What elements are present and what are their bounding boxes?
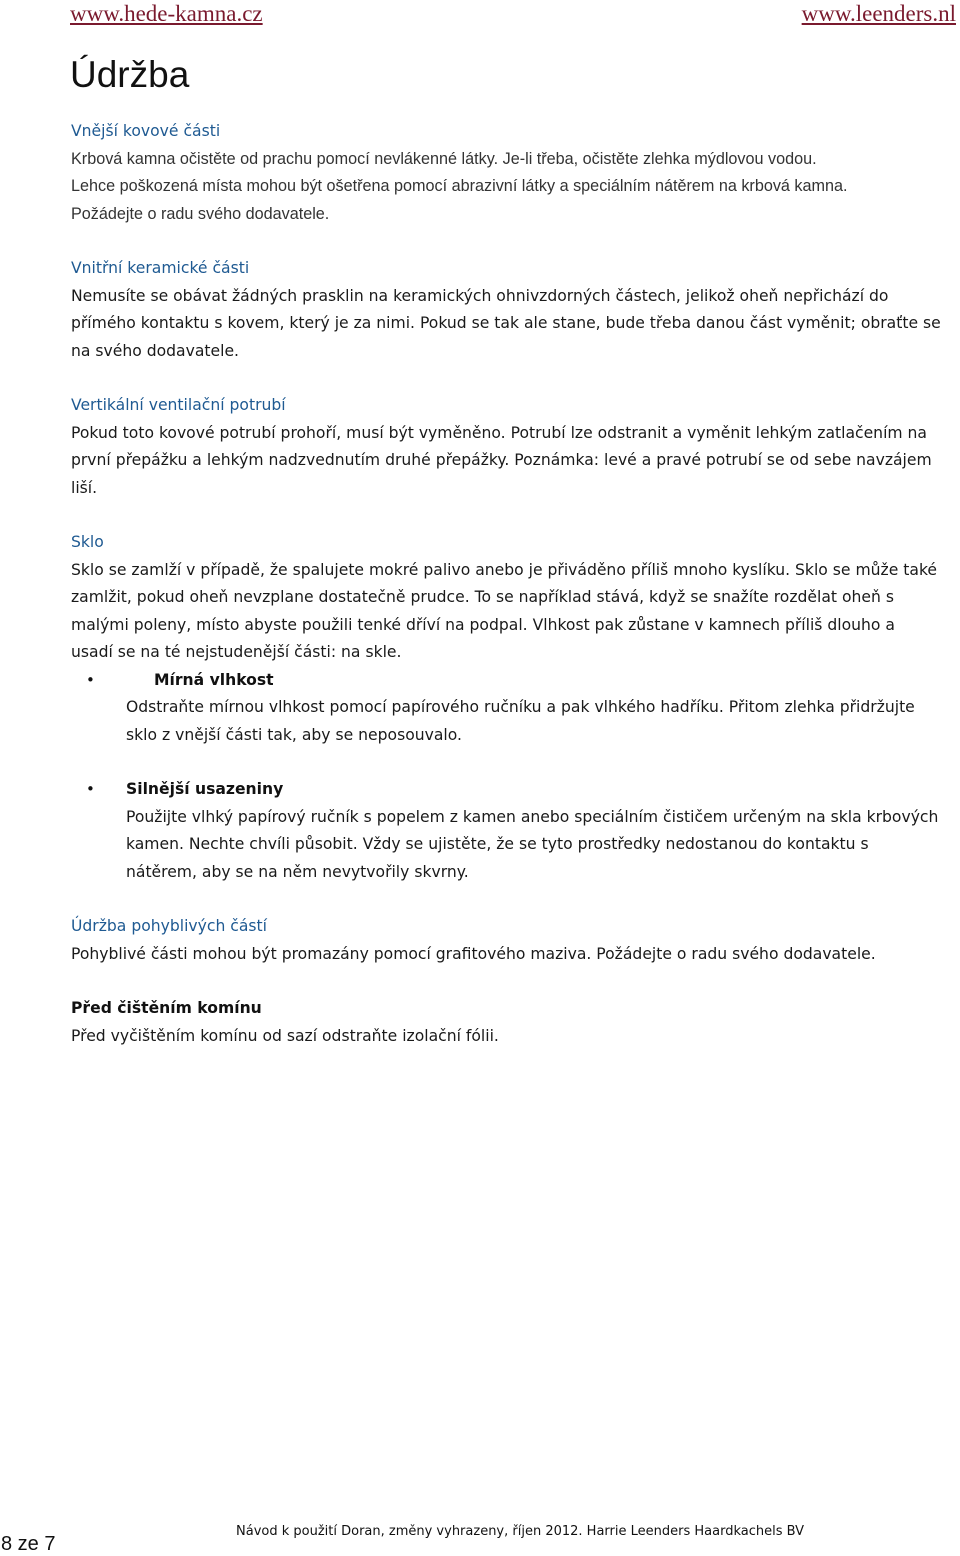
paragraph-line: přímého kontaktu s kovem, který je za nimi. Pokud se tak ale stane, bude třeba danou část vyměnit; obraťte se xyxy=(71,314,941,332)
paragraph-line: Pohyblivé části mohou být promazány pomocí grafitového maziva. Požádejte o radu svého dodavatele. xyxy=(71,944,876,963)
paragraph-line: Pokud toto kovové potrubí prohoří, musí být vyměněno. Potrubí lze odstranit a vyměnit lehkým zatlačením na xyxy=(71,423,927,442)
bullet-title: Mírná vlhkost xyxy=(154,670,274,689)
page-title: Údržba xyxy=(70,54,190,95)
paragraph-line: malými poleny, místo abyste použili tenké dříví na podpal. Vlhkost pak zůstane v kamnech příliš dlouho a xyxy=(71,615,895,634)
paragraph-line: Sklo se zamlží v případě, že spalujete mokré palivo anebo je přiváděno příliš mnoho kyslíku. Sklo se může také xyxy=(71,560,938,579)
section-glass xyxy=(71,529,959,886)
paragraph-line: nátěrem, aby se na něm nevytvořily skvrny. xyxy=(126,862,469,881)
paragraph-line: Požádejte o radu svého dodavatele. xyxy=(71,204,330,223)
footer-document-info: Návod k použití Doran, změny vyhrazeny, říjen 2012. Harrie Leenders Haardkachels BV xyxy=(236,1524,805,1539)
paragraph-line: Krbová kamna očistěte od prachu pomocí nevlákenné látky. Je-li třeba, očistěte zlehka mýdlovou vodou. xyxy=(71,149,817,168)
page-number: 8 ze 7 xyxy=(1,1533,56,1555)
section-heading: Údržba pohyblivých částí xyxy=(71,917,268,935)
paragraph-line: liší. xyxy=(71,478,98,497)
paragraph-line: usadí se na té nejstudenější části: na skle. xyxy=(71,643,402,661)
bullet-icon: • xyxy=(86,780,95,798)
section-heading: Před čištěním komínu xyxy=(71,999,262,1017)
bullet-title: Silnější usazeniny xyxy=(126,780,284,798)
section-heading: Vertikální ventilační potrubí xyxy=(71,396,286,414)
paragraph-line: Nemusíte se obávat žádných prasklin na keramických ohnivzdorných částech, jelikož oheň nepřichází do xyxy=(71,286,889,305)
paragraph-line: první přepážku a lehkým nadzvednutím druhé přepážky. Poznámka: levé a pravé potrubí se od sebe navzájem xyxy=(71,451,932,469)
section-heading: Vnitřní keramické části xyxy=(71,259,250,277)
paragraph-line: Před vyčištěním komínu od sazí odstraňte izolační fólii. xyxy=(71,1026,499,1045)
section-heading: Sklo xyxy=(71,533,104,551)
section-exterior-metal xyxy=(71,118,959,228)
section-vertical-vent xyxy=(71,392,959,502)
header-link-hede-kamna[interactable]: www.hede-kamna.cz xyxy=(70,1,263,26)
paragraph-line: kamen. Nechte chvíli působit. Vždy se ujistěte, že se tyto prostředky nedostanou do kontaktu s xyxy=(126,835,869,853)
paragraph-line: sklo z vnější části tak, aby se neposouvalo. xyxy=(126,725,462,744)
header-link-leenders[interactable]: www.leenders.nl xyxy=(801,1,956,26)
list-item-mild-moisture xyxy=(86,667,959,750)
paragraph-line: zamlžit, pokud oheň nevzplane dostatečně prudce. To se například stává, když se snažíte rozdělat oheň s xyxy=(71,588,894,606)
section-heading: Vnější kovové části xyxy=(71,122,221,140)
list-item-heavy-deposits xyxy=(86,776,959,886)
paragraph-line: Odstraňte mírnou vlhkost pomocí papírového ručníku a pak vlhkého hadříku. Přitom zlehka přidržujte xyxy=(126,698,915,716)
paragraph-line: na svého dodavatele. xyxy=(71,341,239,360)
paragraph-line: Použijte vlhký papírový ručník s popelem z kamen anebo speciálním čističem určeným na skla krbových xyxy=(126,807,939,826)
document-body xyxy=(71,118,959,1050)
section-chimney-cleaning xyxy=(71,995,959,1050)
bullet-icon: • xyxy=(86,670,95,689)
paragraph-line: Lehce poškozená místa mohou být ošetřena pomocí abrazivní látky a speciálním nátěrem na krbová kamna. xyxy=(71,177,848,195)
section-moving-parts xyxy=(71,913,959,968)
section-interior-ceramic xyxy=(71,255,959,365)
